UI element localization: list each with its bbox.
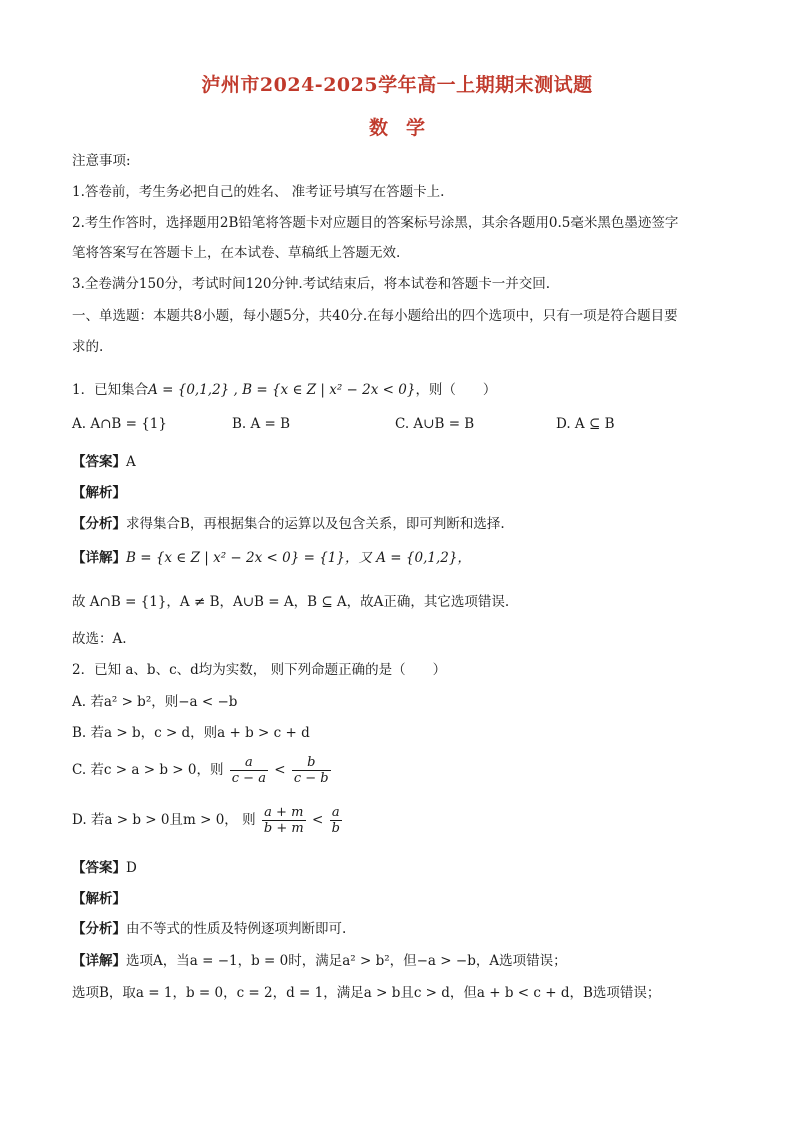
- q1-fenxi: [72, 514, 734, 534]
- fraction-denominator: b: [331, 821, 340, 836]
- notice-heading: 注意事项:: [72, 153, 131, 169]
- fraction-denominator: c − a: [231, 771, 266, 786]
- less-than-sign: <: [274, 762, 286, 778]
- fraction-denominator: b + m: [263, 821, 304, 836]
- q2-xiangjie-2: 选项B，取a = 1，b = 0，c = 2，d = 1，满足a > b且c > d，但a + b < c + d，B选项错误；: [72, 985, 661, 1001]
- q1-answer: [72, 452, 734, 472]
- q1-xiangjie-tag: 【详解】: [72, 550, 126, 566]
- less-than-sign: <: [311, 812, 324, 828]
- q2-option-c: [72, 752, 734, 788]
- q1-xiangjie: [72, 548, 734, 568]
- fraction-numerator: a: [330, 805, 342, 821]
- notice-item-1: 1.答卷前，考生务必把自己的姓名、 准考证号填写在答题卡上.: [72, 184, 445, 200]
- q1-stem-suffix: ，则（ ）: [415, 382, 497, 398]
- q1-answer-tag: 【答案】: [72, 454, 126, 470]
- q2-option-d-fraction-2: [330, 805, 342, 836]
- section-heading-line-2: 求的.: [72, 339, 104, 355]
- q2-option-c-fraction-2: [292, 755, 331, 786]
- q2-fenxi-text: 由不等式的性质及特例逐项判断即可.: [126, 921, 347, 937]
- exam-subject: 数学: [368, 117, 443, 139]
- q2-option-c-fraction-1: [230, 755, 268, 786]
- q1-fenxi-tag: 【分析】: [72, 516, 126, 532]
- q2-option-d-fraction-1: [262, 805, 306, 836]
- q1-xiangjie-text: B = {x ∈ Z | x² − 2x < 0} = {1}，又 A = {0,1,2}，: [126, 550, 471, 566]
- q1-jiexi: 【解析】: [72, 485, 126, 501]
- q1-option-c: C. A∪B = B: [395, 416, 475, 432]
- q1-stem-prefix: 1．已知集合: [72, 382, 149, 398]
- q1-answer-value: A: [126, 454, 136, 470]
- exam-title: 泸州市2024-2025学年高一上期期末测试题: [201, 74, 593, 96]
- q2-option-d-prefix: D. 若a > b > 0且m > 0， 则: [72, 812, 256, 828]
- notice-item-3: 3.全卷满分150分，考试时间120分钟.考试结束后，将本试卷和答题卡一并交回.: [72, 276, 550, 292]
- notice-item-2b: 笔将答案写在答题卡上，在本试卷、草稿纸上答题无效.: [72, 245, 401, 261]
- q1-stem-math: A = {0,1,2} , B = {x ∈ Z | x² − 2x < 0}: [148, 382, 416, 398]
- q2-jiexi: 【解析】: [72, 891, 126, 907]
- q2-xiangjie-text-1: 选项A，当a = −1，b = 0时，满足a² > b²，但−a > −b，A选项错误；: [126, 953, 567, 969]
- q1-option-b: B. A = B: [232, 416, 291, 432]
- q2-answer-value: D: [126, 860, 137, 876]
- q2-answer: [72, 858, 734, 878]
- q1-fenxi-text: 求得集合B，再根据集合的运算以及包含关系，即可判断和选择.: [126, 516, 505, 532]
- q2-option-c-prefix: C. 若c > a > b > 0，则: [72, 762, 224, 778]
- fraction-numerator: b: [292, 755, 331, 771]
- notice-item-2a: 2.考生作答时，选择题用2B铅笔将答题卡对应题目的答案标号涂黑，其余各题用0.5毫米黑色墨迹签字: [72, 215, 679, 231]
- q2-xiangjie-tag: 【详解】: [72, 953, 126, 969]
- q2-fenxi: [72, 919, 734, 939]
- q2-option-d: [72, 802, 734, 838]
- q2-xiangjie-1: [72, 951, 734, 971]
- q2-fenxi-tag: 【分析】: [72, 921, 126, 937]
- section-heading-line-1: 一、单选题：本题共8小题，每小题5分，共40分.在每小题给出的四个选项中，只有一项是符合题目要: [72, 308, 678, 324]
- q2-option-a: A. 若a² > b²，则−a < −b: [72, 694, 238, 710]
- q1-option-d: D. A ⊆ B: [556, 416, 615, 432]
- q2-option-b: B. 若a > b，c > d，则a + b > c + d: [72, 725, 310, 741]
- q2-stem: 2．已知 a、b、c、d均为实数， 则下列命题正确的是（ ）: [72, 662, 447, 678]
- q2-answer-tag: 【答案】: [72, 860, 126, 876]
- q1-stem: [72, 380, 734, 400]
- q1-choose: 故选：A.: [72, 631, 127, 647]
- fraction-numerator: a + m: [262, 805, 306, 821]
- q1-option-a: A. A∩B = {1}: [72, 416, 167, 432]
- fraction-numerator: a: [230, 755, 268, 771]
- fraction-denominator: c − b: [293, 771, 329, 786]
- q1-conclusion: 故 A∩B = {1}，A ≠ B，A∪B = A，B ⊆ A，故A正确，其它选项错误.: [72, 594, 510, 610]
